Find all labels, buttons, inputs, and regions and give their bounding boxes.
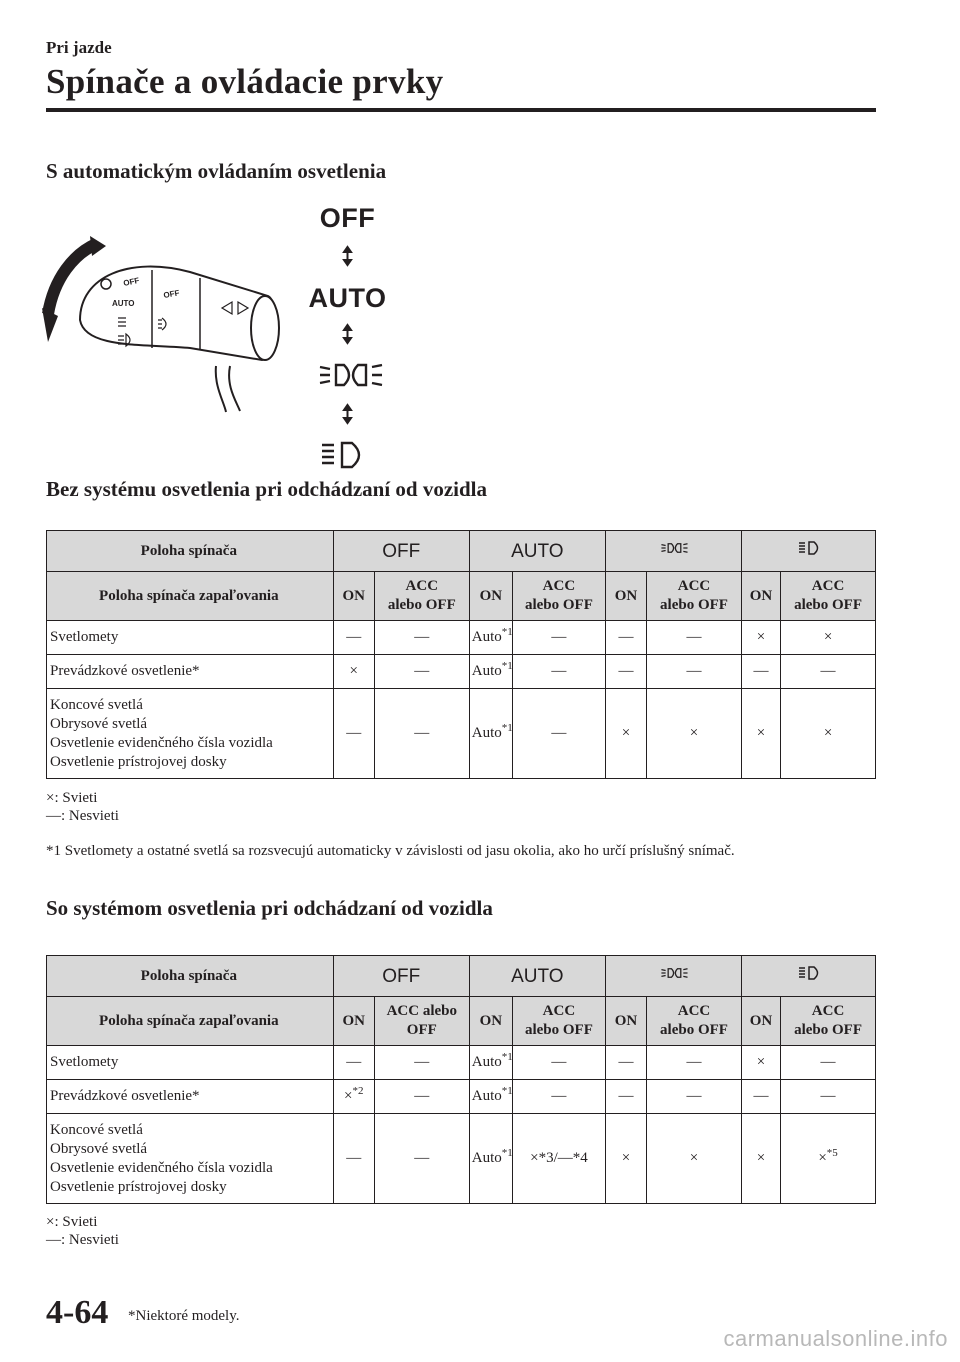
- footnote-ref: *5: [826, 1147, 838, 1159]
- header-parking: [605, 956, 741, 997]
- status-cell: [605, 689, 646, 779]
- row-label: Prevádzkové osvetlenie*: [47, 655, 334, 689]
- status-cell: [781, 689, 876, 779]
- footnote-ref: *2: [352, 1085, 364, 1097]
- status-cell: [374, 1114, 469, 1204]
- status-value: —: [820, 1088, 836, 1104]
- footnote-ref: *1: [501, 1147, 513, 1159]
- status-cell: [469, 621, 512, 655]
- status-cell: [647, 1046, 742, 1080]
- ignition-cell: ON: [741, 997, 780, 1046]
- ignition-cell: ON: [333, 997, 374, 1046]
- watermark: carmanualsonline.info: [723, 1326, 948, 1351]
- ignition-cell: ON: [741, 572, 780, 621]
- light-switch-illustration: [40, 236, 290, 416]
- ignition-cell: ACC alebo OFF: [513, 997, 606, 1046]
- header-off: OFF: [333, 956, 469, 997]
- status-cell: [333, 1046, 374, 1080]
- legend-off: —: Nesvieti: [46, 1232, 119, 1248]
- ignition-position-label: Poloha spínača zapaľovania: [47, 572, 334, 621]
- row-label: Svetlomety: [47, 1046, 334, 1080]
- table-row: [47, 1046, 876, 1080]
- status-value: —: [820, 663, 836, 679]
- status-cell: [469, 689, 512, 779]
- table-body: [47, 1046, 876, 1204]
- status-value: —: [753, 663, 769, 679]
- status-value: ×: [756, 1150, 766, 1166]
- svg-text:OFF: OFF: [122, 275, 141, 288]
- status-value: —: [551, 1054, 567, 1070]
- header-parking: [605, 531, 741, 572]
- status-value: Auto: [471, 663, 502, 679]
- footer-note: *Niektoré modely.: [128, 1308, 240, 1324]
- parking-lights-icon: [300, 355, 395, 395]
- footnote-ref: *1: [501, 626, 513, 638]
- status-cell: [605, 1114, 646, 1204]
- updown-arrow-icon: [300, 323, 395, 345]
- section-heading-table2: So systémom osvetlenia pri odchádzaní od vozidla: [46, 896, 493, 920]
- ignition-cell: ACC alebo OFF: [647, 572, 742, 621]
- status-value: Auto: [471, 1150, 502, 1166]
- status-value: —: [686, 1054, 702, 1070]
- table-ignition-row: [47, 997, 876, 1046]
- status-value: —: [618, 1088, 634, 1104]
- status-value: —: [346, 725, 362, 741]
- ignition-cell: ON: [605, 997, 646, 1046]
- ignition-cell: ACC alebo OFF: [513, 572, 606, 621]
- status-value: —: [686, 629, 702, 645]
- table-body: [47, 621, 876, 779]
- table-header-row: [47, 956, 876, 997]
- status-cell: [513, 1046, 606, 1080]
- status-cell: [781, 1046, 876, 1080]
- footnote-ref: *1: [501, 1051, 513, 1063]
- status-cell: [605, 621, 646, 655]
- switch-position-label: Poloha spínača: [47, 956, 334, 997]
- ignition-cell: ACC alebo OFF: [781, 997, 876, 1046]
- row-label: Koncové svetlá Obrysové svetlá Osvetlenie evidenčného čísla vozidla Osvetlenie prístrojovej dosky: [47, 1114, 334, 1204]
- legend-off: —: Nesvieti: [46, 808, 119, 824]
- status-value: —: [551, 725, 567, 741]
- status-value: —: [686, 663, 702, 679]
- ignition-cell: ACC alebo OFF: [781, 572, 876, 621]
- header-auto: AUTO: [469, 531, 605, 572]
- status-cell: [605, 1046, 646, 1080]
- status-cell: [647, 1114, 742, 1204]
- status-value: —: [346, 1054, 362, 1070]
- status-cell: [513, 621, 606, 655]
- ignition-cell: ON: [469, 572, 512, 621]
- status-value: ×: [621, 725, 631, 741]
- status-cell: [605, 655, 646, 689]
- parking-lights-icon: [653, 963, 693, 983]
- status-cell: [374, 621, 469, 655]
- legend-on: ×: Svieti: [46, 1214, 98, 1230]
- table-header-row: [47, 531, 876, 572]
- status-cell: [333, 1114, 374, 1204]
- status-cell: [741, 689, 780, 779]
- ignition-cell: ACC alebo OFF: [374, 572, 469, 621]
- footnote-ref: *1: [501, 722, 513, 734]
- footnote-ref: *1: [501, 1085, 513, 1097]
- ignition-cell: ON: [333, 572, 374, 621]
- status-value: —: [618, 1054, 634, 1070]
- header-off: OFF: [333, 531, 469, 572]
- status-cell: [333, 655, 374, 689]
- legend-on: ×: Svieti: [46, 790, 98, 806]
- status-value: Auto: [471, 1054, 502, 1070]
- table-row: [47, 689, 876, 779]
- svg-text:OFF: OFF: [162, 288, 181, 300]
- status-value: —: [414, 629, 430, 645]
- status-value: —: [618, 663, 634, 679]
- headlights-icon: [791, 963, 825, 983]
- status-value: ×: [689, 1150, 699, 1166]
- status-cell: [469, 1114, 512, 1204]
- status-cell: [741, 1046, 780, 1080]
- updown-arrow-icon: [300, 403, 395, 425]
- status-value: —: [753, 1088, 769, 1104]
- row-label: Svetlomety: [47, 621, 334, 655]
- status-value: —: [414, 1088, 430, 1104]
- header-headlights: [741, 956, 875, 997]
- status-cell: [469, 1046, 512, 1080]
- status-cell: [741, 655, 780, 689]
- status-cell: [374, 1046, 469, 1080]
- page-number: 4-64: [46, 1294, 109, 1331]
- status-cell: [781, 1080, 876, 1114]
- parking-lights-icon: [653, 538, 693, 558]
- table-row: [47, 1080, 876, 1114]
- footnote-1: *1 Svetlomety a ostatné svetlá sa rozsvecujú automaticky v závislosti od jasu okolia, ako ho určí príslušný snímač.: [46, 843, 735, 859]
- status-cell: [741, 1080, 780, 1114]
- status-value: —: [820, 1054, 836, 1070]
- status-value: ×: [344, 1088, 353, 1104]
- lighting-table-with-system: [46, 955, 876, 1204]
- section-heading-table1: Bez systému osvetlenia pri odchádzaní od vozidla: [46, 477, 488, 501]
- status-cell: [333, 1080, 374, 1114]
- status-value: ×: [818, 1150, 827, 1166]
- status-value: —: [551, 629, 567, 645]
- status-value: ×: [823, 725, 833, 741]
- status-value: ×: [756, 725, 766, 741]
- chapter-label: Pri jazde: [46, 38, 112, 57]
- status-value: ×: [349, 663, 358, 679]
- status-value: Auto: [471, 725, 502, 741]
- status-cell: [647, 1080, 742, 1114]
- table-row: [47, 655, 876, 689]
- status-value: ×: [621, 1150, 631, 1166]
- status-cell: [513, 689, 606, 779]
- updown-arrow-icon: [300, 245, 395, 267]
- status-cell: [781, 621, 876, 655]
- status-value: —: [414, 663, 430, 679]
- lighting-table-without-system: [46, 530, 876, 779]
- status-cell: [469, 1080, 512, 1114]
- status-cell: [333, 621, 374, 655]
- headlights-icon: [300, 435, 395, 473]
- status-cell: [741, 621, 780, 655]
- status-value: —: [346, 1150, 362, 1166]
- status-cell: [469, 655, 512, 689]
- status-value: —: [414, 725, 430, 741]
- status-value: —: [686, 1088, 702, 1104]
- status-value: —: [618, 629, 634, 645]
- headlights-icon: [791, 538, 825, 558]
- status-value: ×: [756, 629, 766, 645]
- status-value: Auto: [471, 1088, 502, 1104]
- table-row: [47, 1114, 876, 1204]
- status-cell: [781, 655, 876, 689]
- ignition-cell: ACC alebo OFF: [647, 997, 742, 1046]
- row-label: Koncové svetlá Obrysové svetlá Osvetlenie evidenčného čísla vozidla Osvetlenie prístrojovej dosky: [47, 689, 334, 779]
- status-cell: [374, 655, 469, 689]
- status-value: —: [414, 1054, 430, 1070]
- ignition-cell: ON: [469, 997, 512, 1046]
- page-title: Spínače a ovládacie prvky: [46, 62, 444, 101]
- status-cell: [647, 621, 742, 655]
- switch-position-label: Poloha spínača: [47, 531, 334, 572]
- status-value: —: [551, 663, 567, 679]
- status-value: ×: [689, 725, 699, 741]
- status-value: ×: [823, 629, 833, 645]
- status-cell: [647, 655, 742, 689]
- status-cell: [513, 655, 606, 689]
- status-cell: [374, 1080, 469, 1114]
- status-cell: [605, 1080, 646, 1114]
- position-auto: AUTO: [308, 283, 387, 313]
- legend-table2: [46, 1213, 119, 1249]
- header-headlights: [741, 531, 875, 572]
- status-cell: [513, 1080, 606, 1114]
- status-value: —: [551, 1088, 567, 1104]
- title-rule: [46, 108, 876, 112]
- ignition-position-label: Poloha spínača zapaľovania: [47, 997, 334, 1046]
- status-value: ×: [756, 1054, 766, 1070]
- status-cell: [647, 689, 742, 779]
- ignition-cell: ON: [605, 572, 646, 621]
- svg-text:AUTO: AUTO: [112, 299, 135, 308]
- status-cell: [741, 1114, 780, 1204]
- table-row: [47, 621, 876, 655]
- row-label: Prevádzkové osvetlenie*: [47, 1080, 334, 1114]
- footnote-ref: *1: [501, 660, 513, 672]
- status-value: —: [414, 1150, 430, 1166]
- status-value: Auto: [471, 629, 502, 645]
- section-heading-auto: S automatickým ovládaním osvetlenia: [46, 159, 387, 183]
- status-value: ×*3/—*4: [530, 1150, 588, 1166]
- table-ignition-row: [47, 572, 876, 621]
- status-value: —: [346, 629, 362, 645]
- ignition-cell: ACC alebo OFF: [374, 997, 469, 1046]
- status-cell: [781, 1114, 876, 1204]
- status-cell: [513, 1114, 606, 1204]
- legend-table1: [46, 789, 119, 825]
- header-auto: AUTO: [469, 956, 605, 997]
- position-off: OFF: [319, 203, 376, 233]
- status-cell: [374, 689, 469, 779]
- status-cell: [333, 689, 374, 779]
